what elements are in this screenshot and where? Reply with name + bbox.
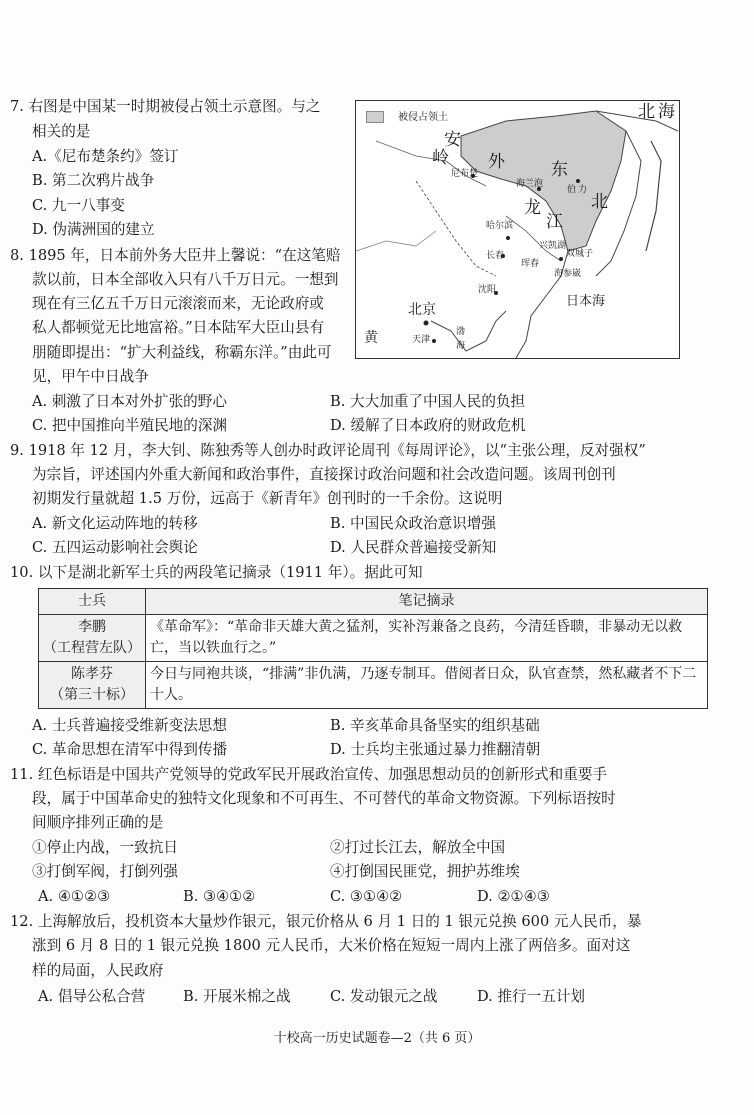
q11-item-4: ④打倒国民匪党，拥护苏维埃 [330, 863, 520, 880]
map-label-bei2: 北 [591, 192, 608, 212]
q11-item-1: ①停止内战，一致抗日 [32, 839, 178, 856]
q11-stem-line-1: 11. 红色标语是中国共产党领导的党政军民开展政治宣传、加强思想动员的创新形式和重要手 [10, 766, 608, 783]
map-label-tianjin: 天津 [412, 335, 431, 345]
q8-stem-line-5: 朋随即提出：“扩大利益线，称霸东洋。”由此可 [32, 344, 332, 361]
q8-stem-line-6: 见，甲午中日战争 [32, 368, 149, 385]
map-label-huang: 黄 [364, 330, 378, 346]
map-label-bo2: 渤 [456, 327, 466, 337]
map-label-bo: 伯 [567, 185, 577, 195]
map-label-ling: 岭 [432, 148, 449, 168]
q11-option-d: D. ②①④③ [477, 888, 550, 905]
q8-option-b: B. 大大加重了中国人民的负担 [330, 393, 526, 410]
q10-option-d: D. 士兵均主张通过暴力推翻清朝 [330, 741, 541, 758]
q8-stem-line-4: 私人都顿觉无比地富裕。”日本陆军大臣山县有 [32, 319, 325, 336]
page-footer: 十校高一历史试题卷—2（共 6 页） [273, 1031, 481, 1046]
q11-option-b: B. ③④①② [183, 888, 256, 905]
table-header-row [39, 589, 708, 615]
q10-option-a: A. 士兵普遍接受维新变法思想 [32, 717, 227, 734]
map-label-shuangcheng: 双城子 [566, 249, 594, 259]
q7-option-b: B. 第二次鸦片战争 [32, 172, 155, 189]
q10-option-c: C. 革命思想在清军中得到传播 [32, 741, 228, 758]
map-label-nibuchu: 尼布楚 [451, 169, 479, 179]
map-label-hai2: 海 [456, 341, 466, 351]
soldier-cell [39, 615, 146, 662]
q7-option-c: C. 九一八事变 [32, 197, 125, 214]
q11-item-3: ③打倒军阀，打倒列强 [32, 863, 178, 880]
map-label-bei: 北 [638, 102, 655, 122]
q9-stem-line-3: 初期发行量就超 1.5 万份，远高于《新青年》创刊时的一千余份。这说明 [32, 490, 503, 507]
q8-stem-line-3: 现在有三亿五千万日元滚滚而来，无论政府或 [32, 295, 324, 312]
map-label-haerbin: 哈尔滨 [486, 221, 514, 231]
q8-option-c: C. 把中国推向半殖民地的深渊 [32, 417, 228, 434]
map-label-haishenwai: 海参崴 [554, 269, 582, 279]
note-cell: 《革命军》：“革命非天雄大黄之猛剂，实补泻兼备之良药，今清廷昏聩，非暴动无以救亡，当以铁血行之。” [146, 615, 708, 662]
map-drawing [356, 101, 679, 358]
q11-item-2: ②打过长江去，解放全中国 [330, 839, 506, 856]
q11-option-a: A. ④①②③ [38, 888, 111, 905]
q9-option-b: B. 中国民众政治意识增强 [330, 515, 496, 532]
q12-option-d: D. 推行一五计划 [477, 988, 586, 1005]
soldier-cell [39, 662, 146, 709]
map-label-shenyang: 沈阳 [478, 285, 497, 295]
soldier-unit: （工程营左队） [43, 640, 141, 656]
table-row [39, 615, 708, 662]
q10-option-b: B. 辛亥革命具备坚实的组织基础 [330, 717, 540, 734]
q7-stem-line-2: 相关的是 [32, 123, 91, 140]
header-notes: 笔记摘录 [146, 589, 708, 615]
q12-option-b: B. 开展米棉之战 [183, 988, 291, 1005]
header-soldier: 士兵 [39, 589, 146, 615]
q9-option-d: D. 人民群众普遍接受新知 [330, 539, 497, 556]
q8-option-a: A. 刺激了日本对外扩张的野心 [32, 393, 227, 410]
q12-stem-line-1: 12. 上海解放后，投机资本大量炒作银元，银元价格从 6 月 1 日的 1 银元兑换 600 元人民币，暴 [10, 913, 642, 930]
q7-option-a: A.《尼布楚条约》签订 [32, 148, 179, 165]
q9-stem-line-2: 为宗旨，评述国内外重大新闻和政治事件，直接探讨政治问题和社会改造问题。该周刊创刊 [32, 466, 616, 483]
map-label-xingkaihu: 兴凯湖 [539, 241, 567, 251]
map-label-long: 龙 [524, 198, 541, 218]
legend-swatch [366, 111, 384, 123]
q9-option-a: A. 新文化运动阵地的转移 [32, 515, 198, 532]
q8-option-d: D. 缓解了日本政府的财政危机 [330, 417, 526, 434]
map-label-changchun: 长春 [486, 251, 505, 261]
q8-stem-line-2: 款以前，日本全部收入只有八千万日元。一想到 [32, 271, 339, 288]
q11-stem-line-2: 段，属于中国革命史的独特文化现象和不可再生、不可替代的革命文物资源。下列标语按时 [32, 790, 616, 807]
q7-stem-line-1: 7. 右图是中国某一时期被侵占领土示意图。与之 [10, 98, 321, 115]
q12-option-c: C. 发动银元之战 [330, 988, 438, 1005]
soldier-notes-table [38, 588, 708, 709]
map-label-dong: 东 [551, 160, 568, 180]
q11-stem-line-3: 间顺序排列正确的是 [32, 814, 164, 831]
q7-option-d: D. 伪满洲国的建立 [32, 221, 155, 238]
note-cell: 今日与同袍共谈，“排满”非仇满，乃逐专制耳。借阅者日众，队官查禁，然私藏者不下二十人。 [146, 662, 708, 709]
map-label-hailanpao: 海兰泡 [516, 179, 544, 189]
map-label-hai: 海 [658, 102, 675, 122]
map-label-beijing: 北京 [408, 302, 436, 318]
q11-option-c: C. ③①④② [330, 888, 403, 905]
table-row [39, 662, 708, 709]
occupied-territory-map [355, 100, 680, 359]
q9-stem-line-1: 9. 1918 年 12 月，李大钊、陈独秀等人创办时政评论周刊《每周评论》，以“主张公理，反对强权” [10, 442, 646, 459]
map-label-jiang: 江 [546, 212, 563, 232]
map-label-huichun: 珲春 [521, 259, 540, 269]
map-label-wai: 外 [488, 152, 505, 172]
soldier-name: 陈孝芬 [71, 666, 113, 682]
q10-stem: 10. 以下是湖北新军士兵的两段笔记摘录（1911 年）。据此可知 [10, 564, 423, 581]
map-label-riben: 日本海 [566, 294, 606, 309]
legend-label: 被侵占领土 [398, 112, 448, 123]
map-label-li: 力 [578, 185, 588, 195]
q9-option-c: C. 五四运动影响社会舆论 [32, 539, 198, 556]
map-label-an: 安 [444, 130, 461, 150]
soldier-unit: （第三十标） [50, 687, 134, 703]
soldier-name: 李鹏 [78, 619, 106, 635]
q8-stem-line-1: 8. 1895 年，日本前外务大臣井上馨说：“在这笔赔 [10, 247, 341, 264]
q12-stem-line-2: 涨到 6 月 8 日的 1 银元兑换 1800 元人民币，大米价格在短短一周内上涨了两倍多。面对这 [32, 937, 631, 954]
q12-option-a: A. 倡导公私合营 [38, 988, 146, 1005]
q12-stem-line-3: 样的局面，人民政府 [32, 962, 164, 979]
